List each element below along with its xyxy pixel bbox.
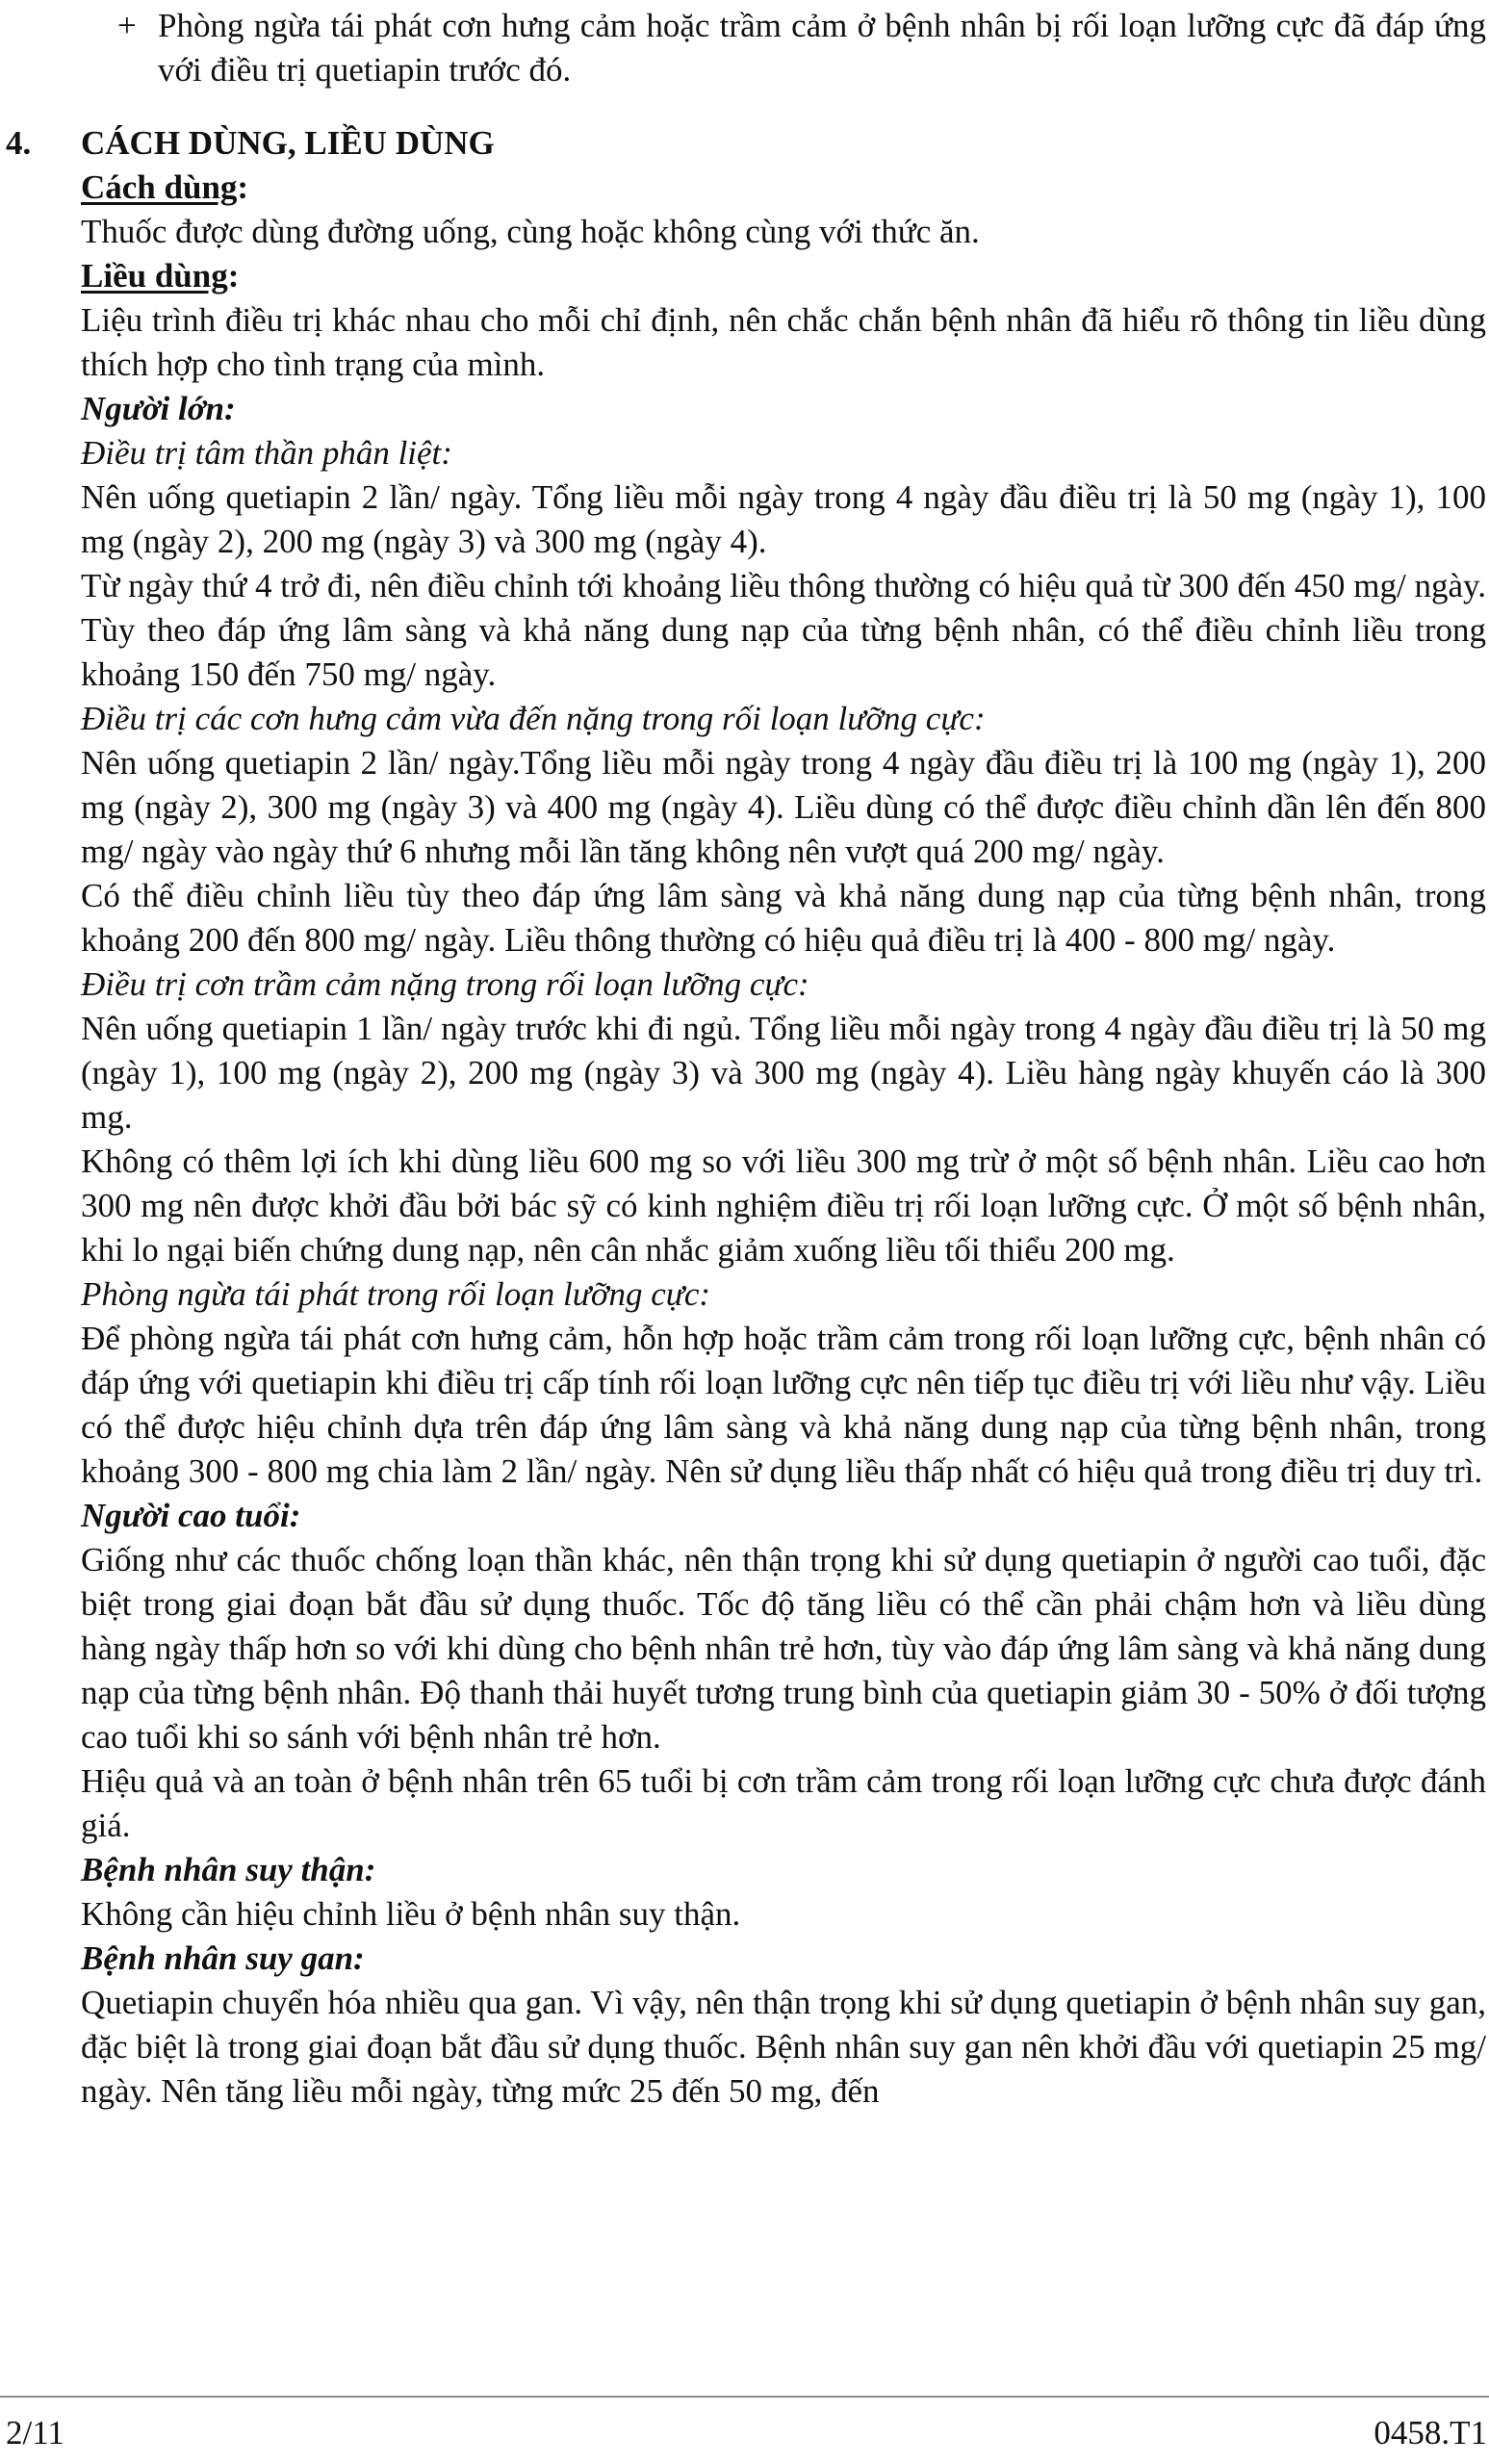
hepatic-paragraph: Quetiapin chuyển hóa nhiều qua gan. Vì vậy, nên thận trọng khi sử dụng quetiapin ở bệnh nhân suy gan, đặc biệt là trong giai đoạn bắt đầu sử dụng thuốc. Bệnh nhân suy gan nên khởi đầu với quetiapin 25 mg/ ngày. Nên tăng liều mỗi ngày, từng mức 25 đến 50 mg, đến	[81, 1984, 1486, 2110]
bullet-text: Phòng ngừa tái phát cơn hưng cảm hoặc trầm cảm ở bệnh nhân bị rối loạn lưỡng cực đã đáp ứng với điều trị quetiapin trước đó.	[158, 7, 1486, 89]
mania-paragraph-2: Có thể điều chỉnh liều tùy theo đáp ứng lâm sàng và khả năng dung nạp của từng bệnh nhân, trong khoảng 200 đến 800 mg/ ngày. Liều thông thường có hiệu quả điều trị là 400 - 800 mg/ ngày.	[81, 877, 1486, 959]
footer-divider	[0, 2396, 1489, 2398]
depression-heading: Điều trị cơn trầm cảm nặng trong rối loạn lưỡng cực:	[81, 965, 809, 1003]
indication-bullet	[79, 4, 1486, 92]
lieu-dung-text: Liệu trình điều trị khác nhau cho mỗi chỉ định, nên chắc chắn bệnh nhân đã hiểu rõ thông tin liều dùng thích hợp cho tình trạng của mình.	[81, 301, 1486, 383]
depression-paragraph-1: Nên uống quetiapin 1 lần/ ngày trước khi đi ngủ. Tổng liều mỗi ngày trong 4 ngày đầu điều trị là 50 mg (ngày 1), 100 mg (ngày 2), 200 mg (ngày 3) và 300 mg (ngày 4). Liều hàng ngày khuyến cáo là 300 mg.	[81, 1010, 1486, 1136]
lieu-dung-label-line	[81, 254, 1486, 298]
prevention-heading: Phòng ngừa tái phát trong rối loạn lưỡng cực:	[81, 1275, 711, 1313]
cach-dung-text: Thuốc được dùng đường uống, cùng hoặc không cùng với thức ăn.	[81, 213, 980, 250]
mania-paragraph-1: Nên uống quetiapin 2 lần/ ngày.Tổng liều mỗi ngày trong 4 ngày đầu điều trị là 100 mg (ngày 1), 200 mg (ngày 2), 300 mg (ngày 3) và 400 mg (ngày 4). Liều dùng có thể được điều chỉnh dần lên đến 800 mg/ ngày vào ngày thứ 6 nhưng mỗi lần tăng không nên vượt quá 200 mg/ ngày.	[81, 744, 1486, 870]
renal-paragraph: Không cần hiệu chỉnh liều ở bệnh nhân suy thận.	[81, 1895, 741, 1933]
document-code: 0458.T1	[1373, 2414, 1487, 2451]
depression-paragraph-2: Không có thêm lợi ích khi dùng liều 600 mg so với liều 300 mg trừ ở một số bệnh nhân. Liều cao hơn 300 mg nên được khởi đầu bởi bác sỹ có kinh nghiệm điều trị rối loạn lưỡng cực. Ở một số bệnh nhân, khi lo ngại biến chứng dung nạp, nên cân nhắc giảm xuống liều tối thiểu 200 mg.	[81, 1142, 1486, 1269]
cach-dung-label: Cách dùng	[81, 168, 238, 206]
section-number: 4.	[6, 124, 32, 162]
mania-heading: Điều trị các cơn hưng cảm vừa đến nặng trong rối loạn lưỡng cực:	[81, 700, 986, 737]
section-heading	[6, 121, 1486, 166]
document-body	[6, 4, 1486, 2114]
elderly-paragraph-1: Giống như các thuốc chống loạn thần khác, nên thận trọng khi sử dụng quetiapin ở người cao tuổi, đặc biệt trong giai đoạn bắt đầu sử dụng thuốc. Tốc độ tăng liều có thể cần phải chậm hơn và liều dùng hàng ngày thấp hơn so với khi dùng cho bệnh nhân trẻ hơn, tùy vào đáp ứng lâm sàng và khả năng dung nạp của từng bệnh nhân. Độ thanh thải huyết tương trung bình của quetiapin giảm 30 - 50% ở đối tượng cao tuổi khi so sánh với bệnh nhân trẻ hơn.	[81, 1541, 1486, 1756]
hepatic-heading: Bệnh nhân suy gan:	[81, 1939, 365, 1977]
schizophrenia-paragraph-2: Từ ngày thứ 4 trở đi, nên điều chỉnh tới khoảng liều thông thường có hiệu quả từ 300 đến 450 mg/ ngày. Tùy theo đáp ứng lâm sàng và khả năng dung nạp của từng bệnh nhân, có thể điều chỉnh liều trong khoảng 150 đến 750 mg/ ngày.	[81, 567, 1486, 693]
schizophrenia-heading: Điều trị tâm thần phân liệt:	[81, 434, 452, 472]
nguoi-lon-heading: Người lớn:	[81, 390, 236, 427]
section-title: CÁCH DÙNG, LIỀU DÙNG	[81, 124, 495, 162]
lieu-dung-colon: :	[227, 257, 240, 295]
cach-dung-label-line	[81, 166, 1486, 210]
lieu-dung-label: Liều dùng	[81, 257, 228, 295]
prevention-paragraph: Để phòng ngừa tái phát cơn hưng cảm, hỗn hợp hoặc trầm cảm trong rối loạn lưỡng cực, bệnh nhân có đáp ứng với quetiapin khi điều trị cấp tính rối loạn lưỡng cực nên tiếp tục điều trị với liều như vậy. Liều có thể được hiệu chỉnh dựa trên đáp ứng lâm sàng và khả năng dung nạp của từng bệnh nhân, trong khoảng 300 - 800 mg chia làm 2 lần/ ngày. Nên sử dụng liều thấp nhất có hiệu quả trong điều trị duy trì.	[81, 1320, 1486, 1490]
schizophrenia-paragraph-1: Nên uống quetiapin 2 lần/ ngày. Tổng liều mỗi ngày trong 4 ngày đầu điều trị là 50 mg (ngày 1), 100 mg (ngày 2), 200 mg (ngày 3) và 300 mg (ngày 4).	[81, 478, 1486, 560]
elderly-heading: Người cao tuổi:	[81, 1497, 301, 1534]
bullet-marker: +	[117, 7, 137, 44]
cach-dung-colon: :	[237, 168, 249, 206]
elderly-paragraph-2: Hiệu quả và an toàn ở bệnh nhân trên 65 tuổi bị cơn trầm cảm trong rối loạn lưỡng cực chưa được đánh giá.	[81, 1762, 1486, 1844]
page-number: 2/11	[6, 2414, 64, 2451]
renal-heading: Bệnh nhân suy thận:	[81, 1851, 376, 1888]
